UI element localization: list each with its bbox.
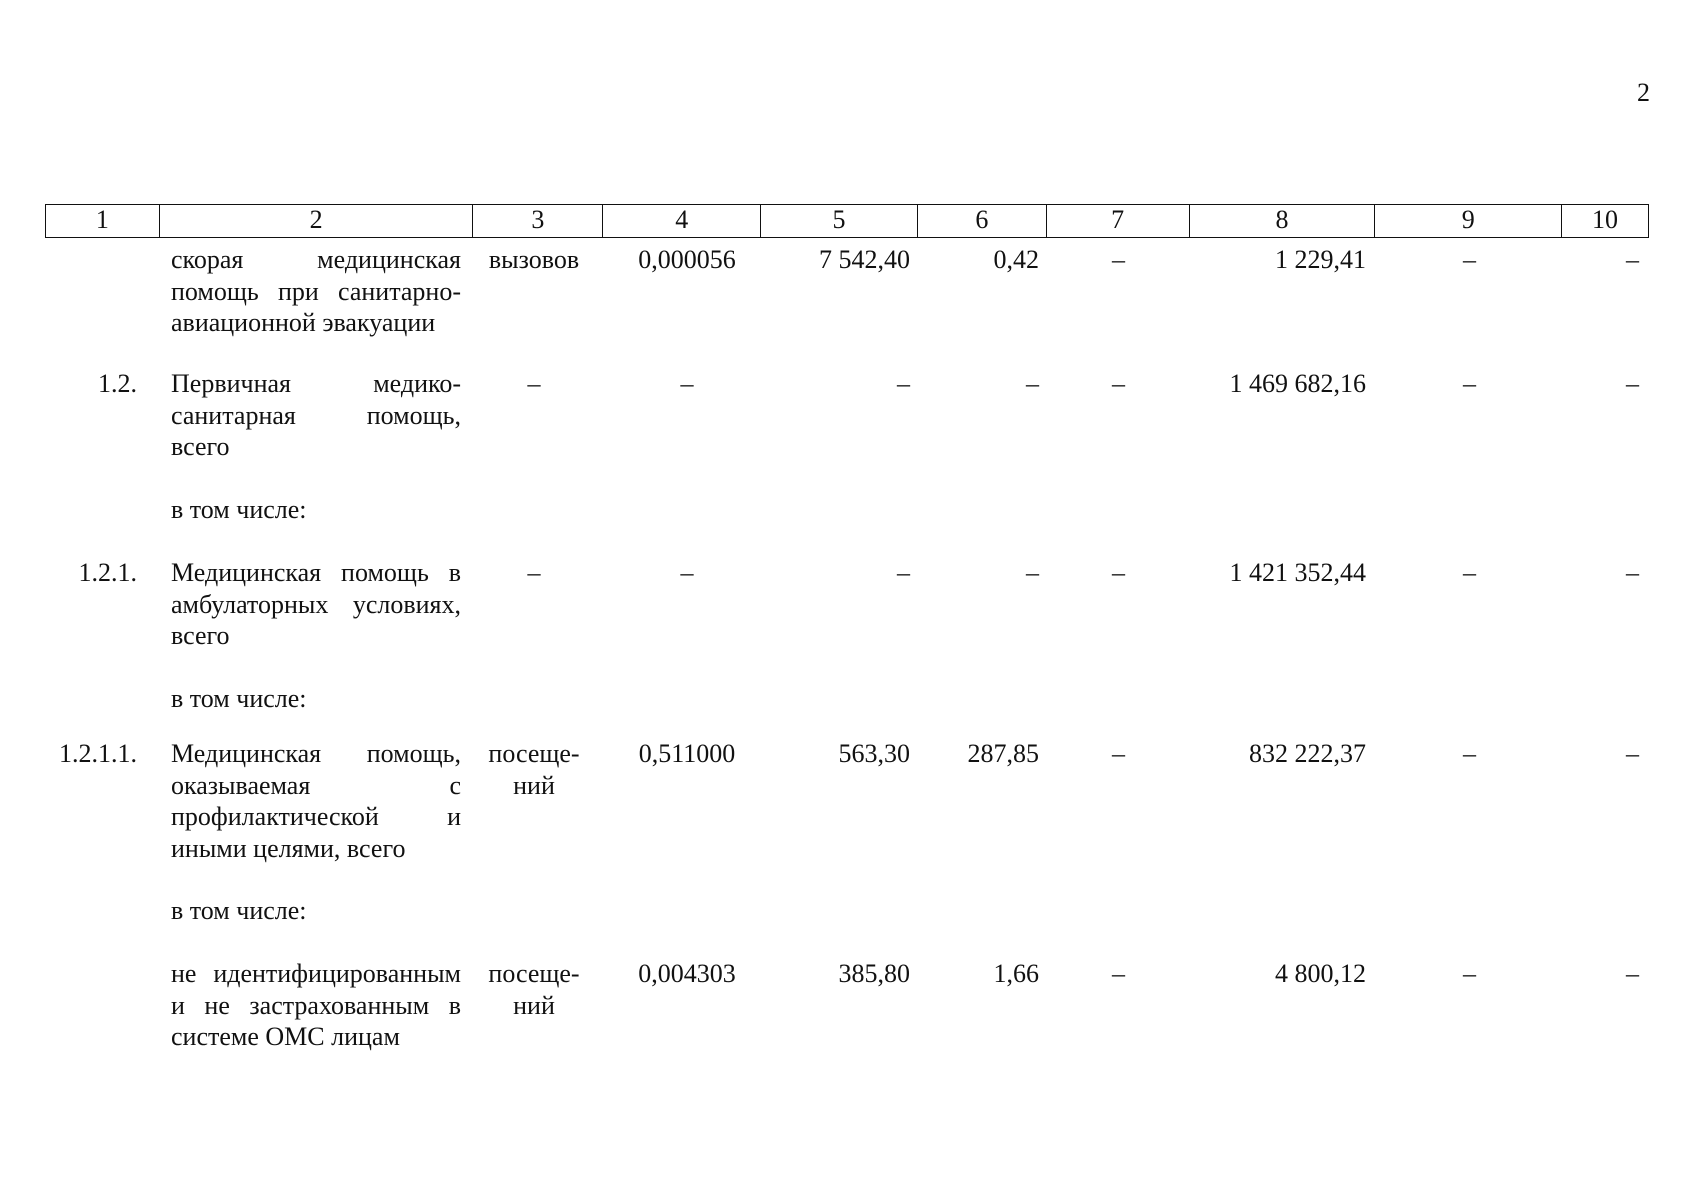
- row-name: не идентифицированным и не застрахованным в системе ОМС лицам: [171, 959, 461, 1051]
- row-col-7: –: [1112, 558, 1125, 587]
- row-name: Медицинская помощь в амбулаторных условиях, всего: [171, 558, 461, 650]
- including-label: в том числе:: [171, 495, 307, 524]
- including-label: в том числе:: [171, 896, 307, 925]
- header-col-3: 3: [473, 205, 603, 237]
- row-col-9: –: [1463, 739, 1476, 768]
- row-col-5: 563,30: [838, 739, 910, 768]
- row-col-6: 1,66: [993, 959, 1039, 988]
- page-number: 2: [1637, 78, 1650, 107]
- table-body: [45, 244, 1649, 1098]
- row-col-4: 0,000056: [638, 245, 736, 274]
- row-col-4: 0,004303: [638, 959, 736, 988]
- header-col-7: 7: [1047, 205, 1190, 237]
- row-col-10: –: [1626, 245, 1639, 274]
- row-col-6: –: [1026, 369, 1039, 398]
- row-name: Медицинская помощь, оказываемая с профилактической и иными целями, всего: [171, 739, 461, 863]
- header-col-5: 5: [761, 205, 918, 237]
- table-row: [45, 368, 1649, 494]
- row-col-7: –: [1112, 959, 1125, 988]
- table-row: [45, 958, 1649, 1098]
- row-col-9: –: [1463, 245, 1476, 274]
- row-number: 1.2.: [98, 369, 137, 398]
- row-number: [45, 244, 159, 368]
- row-col-10: –: [1626, 739, 1639, 768]
- header-col-8: 8: [1190, 205, 1376, 237]
- row-col-9: –: [1463, 959, 1476, 988]
- row-col-8: 1 229,41: [1275, 245, 1366, 274]
- row-unit: –: [527, 558, 541, 587]
- row-col-10: –: [1626, 959, 1639, 988]
- row-col-10: –: [1626, 369, 1639, 398]
- table-row: [45, 557, 1649, 683]
- row-number: 1.2.1.: [78, 558, 137, 587]
- row-unit: посеще-ний: [488, 739, 580, 800]
- row-col-10: –: [1626, 558, 1639, 587]
- row-col-5: –: [897, 558, 910, 587]
- table-header-row: [45, 204, 1649, 238]
- header-col-6: 6: [918, 205, 1047, 237]
- row-col-5: 385,80: [838, 959, 910, 988]
- row-col-9: –: [1463, 558, 1476, 587]
- row-col-8: 4 800,12: [1275, 959, 1366, 988]
- including-label: в том числе:: [171, 684, 307, 713]
- row-unit: посеще-ний: [488, 959, 580, 1020]
- row-col-5: –: [897, 369, 910, 398]
- table-row: [45, 738, 1649, 895]
- row-col-4: –: [680, 369, 694, 398]
- row-col-4: –: [680, 558, 694, 587]
- row-col-7: –: [1112, 245, 1125, 274]
- row-name: скорая медицинская помощь при санитарно-авиационной эвакуации: [171, 245, 461, 337]
- row-col-8: 1 469 682,16: [1229, 369, 1366, 398]
- row-col-7: –: [1112, 369, 1125, 398]
- table-row: [45, 244, 1649, 368]
- row-col-8: 832 222,37: [1249, 739, 1366, 768]
- header-col-2: 2: [160, 205, 474, 237]
- header-col-10: 10: [1592, 205, 1619, 234]
- row-col-6: –: [1026, 558, 1039, 587]
- row-col-6: 287,85: [967, 739, 1039, 768]
- row-col-4: 0,511000: [638, 739, 736, 768]
- row-number: 1.2.1.1.: [59, 739, 137, 768]
- row-col-6: 0,42: [993, 245, 1039, 274]
- header-col-4: 4: [603, 205, 761, 237]
- header-col-1: 1: [46, 205, 160, 237]
- row-col-8: 1 421 352,44: [1229, 558, 1366, 587]
- row-col-7: –: [1112, 739, 1125, 768]
- row-unit: вызовов: [488, 245, 580, 274]
- row-number: [45, 958, 159, 1098]
- row-unit: –: [527, 369, 541, 398]
- row-col-9: –: [1463, 369, 1476, 398]
- header-col-9: 9: [1375, 205, 1562, 237]
- row-col-5: 7 542,40: [819, 245, 910, 274]
- row-name: Первичная медико-санитарная помощь, всего: [171, 369, 461, 461]
